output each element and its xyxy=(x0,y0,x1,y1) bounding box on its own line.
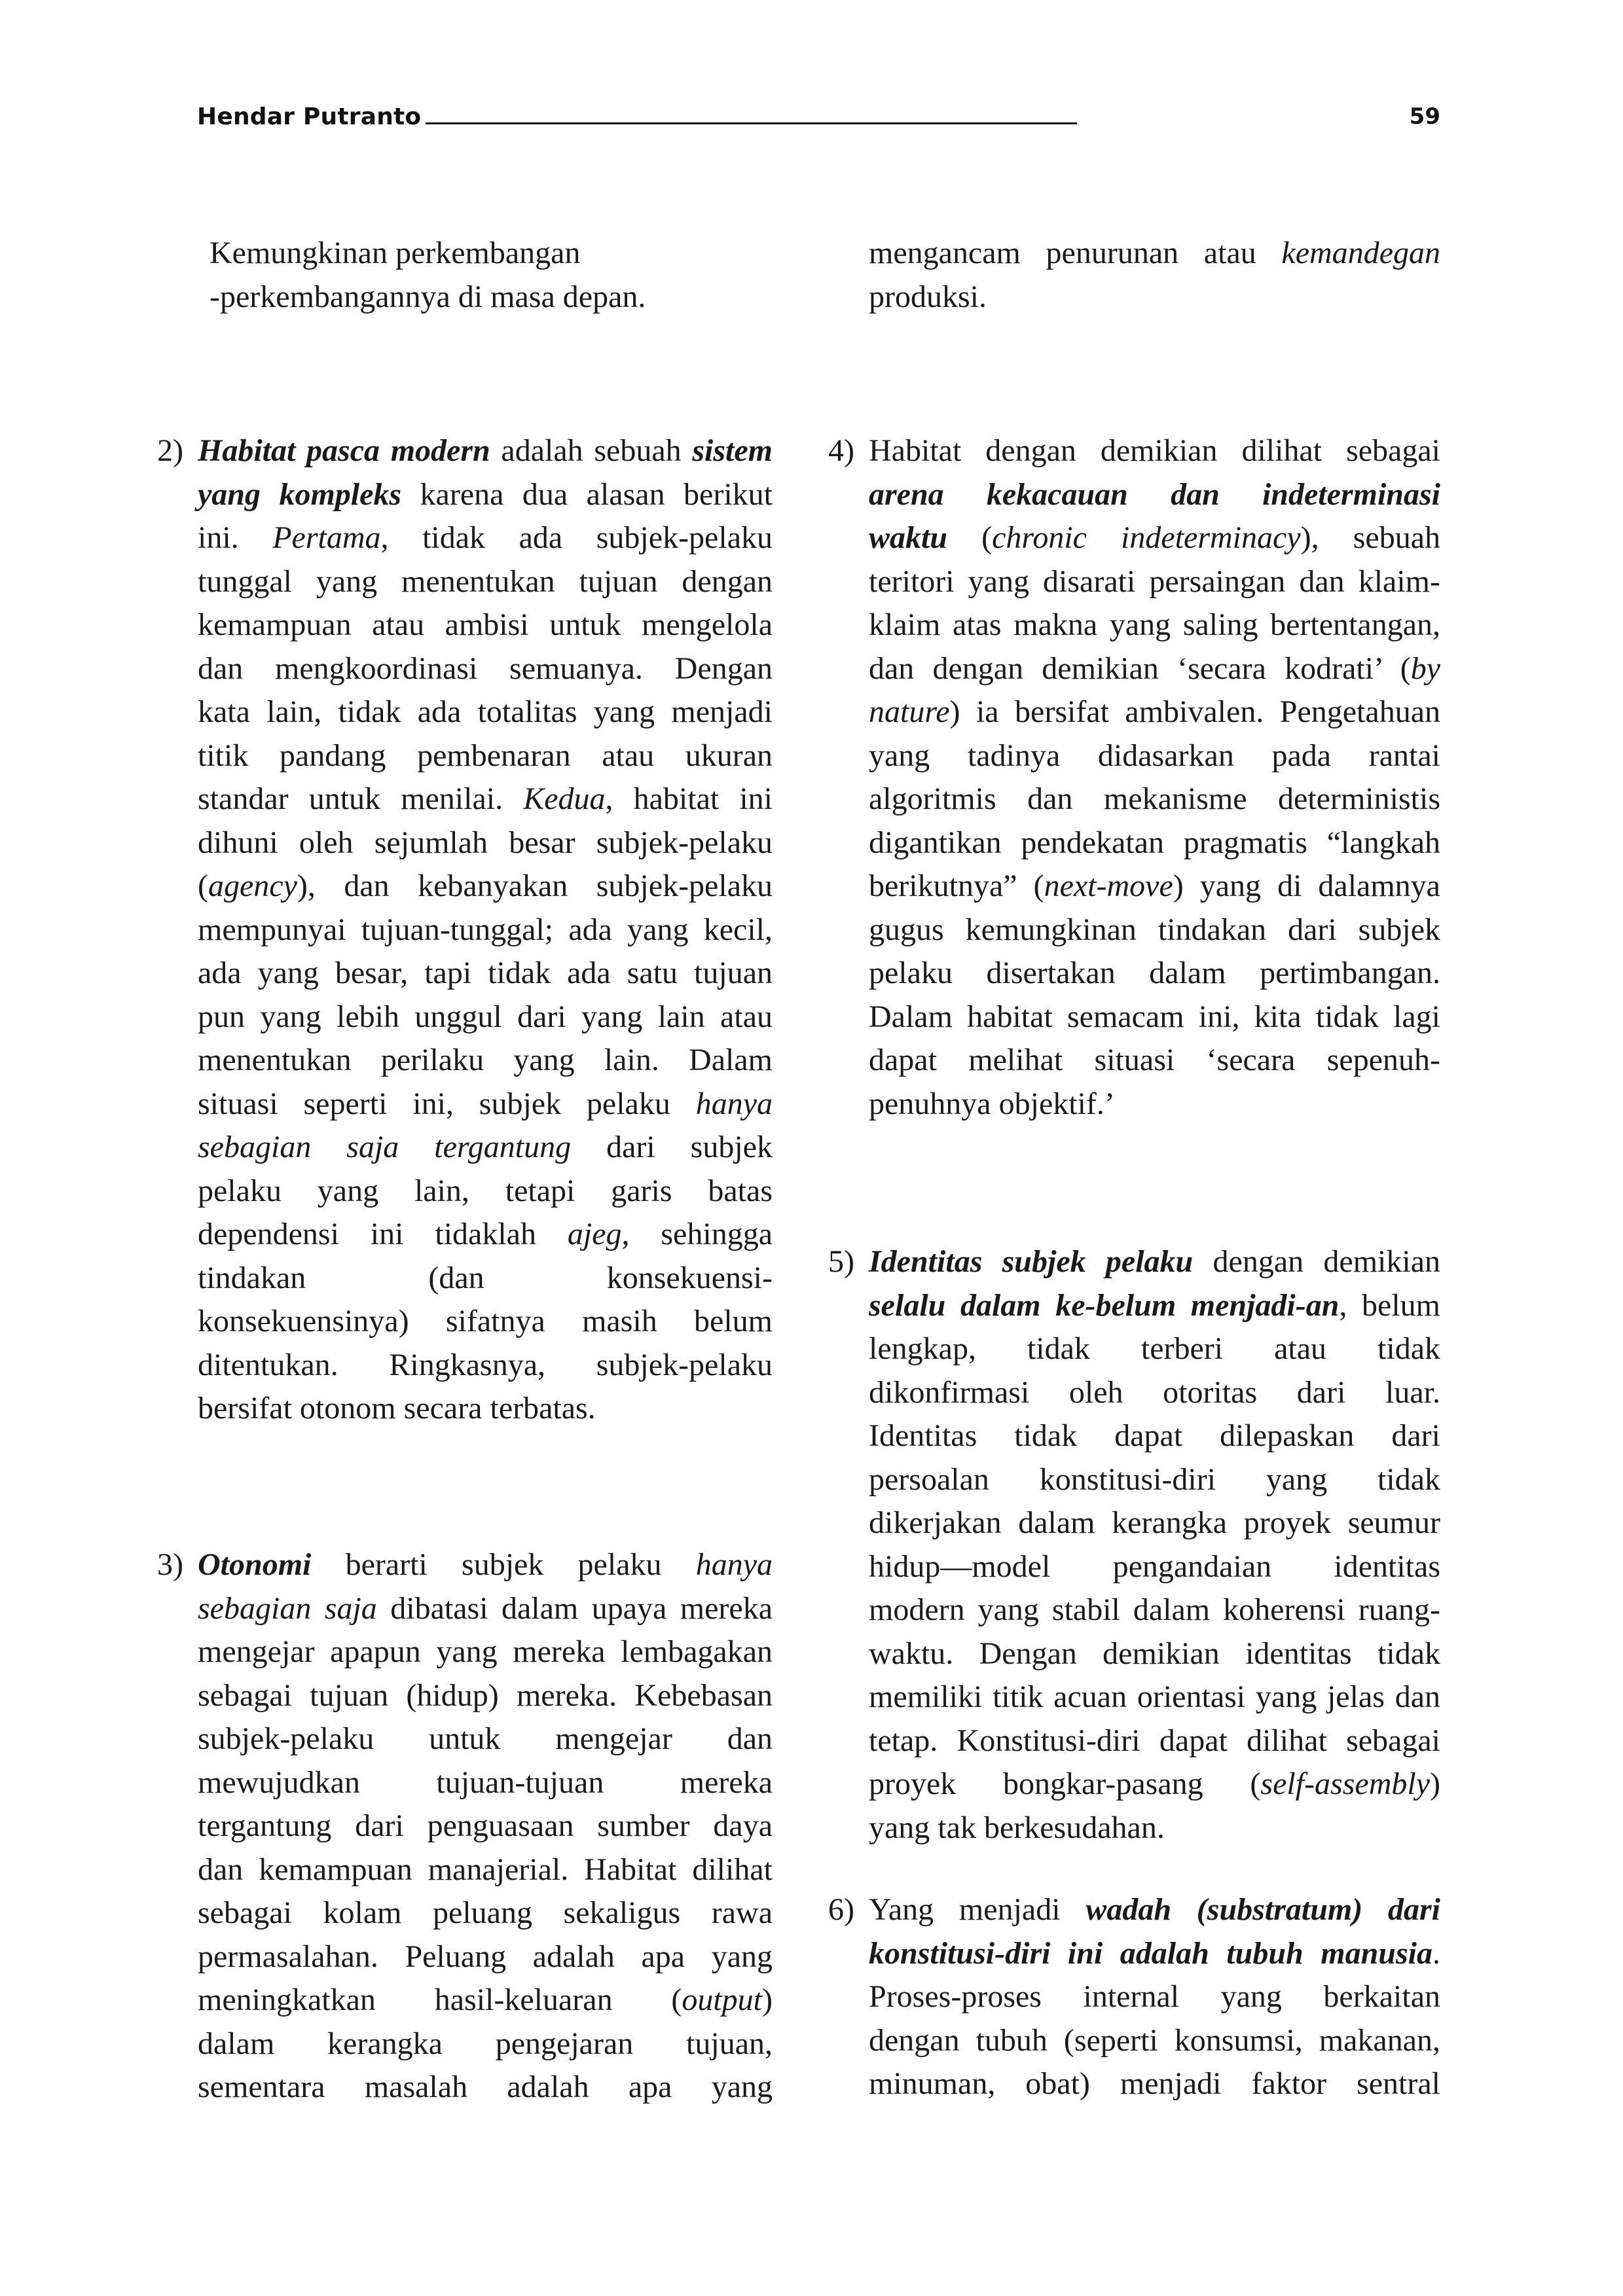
paragraph-line: Habitat dengan demikian dilihat sebagai xyxy=(869,433,1440,468)
paragraph-line: produksi. xyxy=(869,279,987,314)
paragraph-line: kata lain, tidak ada totalitas yang menjadi xyxy=(198,694,773,729)
paragraph-line: tergantung dari penguasaan sumber daya xyxy=(198,1808,773,1843)
paragraph-line: bersifat otonom secara terbatas. xyxy=(198,1391,596,1426)
paragraph-line: Identitas subjek pelaku dengan demikian xyxy=(869,1244,1440,1279)
paragraph-line: ada yang besar, tapi tidak ada satu tujuan xyxy=(198,956,773,990)
page-number: 59 xyxy=(1409,103,1440,130)
paragraph-line: mengancam penurunan atau kemandegan xyxy=(869,236,1440,270)
paragraph-line: algoritmis dan mekanisme deterministis xyxy=(869,781,1440,816)
paragraph-line: dikerjakan dalam kerangka proyek seumur xyxy=(869,1505,1440,1540)
paragraph-line: -perkembangannya di masa depan. xyxy=(210,279,646,314)
paragraph-line: persoalan konstitusi-diri yang tidak xyxy=(869,1462,1440,1497)
paragraph-line: minuman, obat) menjadi faktor sentral xyxy=(869,2066,1440,2101)
paragraph-line: dan dengan demikian ‘secara kodrati’ (by xyxy=(869,651,1440,686)
paragraph-line: proyek bongkar-pasang (self-assembly) xyxy=(869,1767,1440,1801)
paragraph-line: pelaku disertakan dalam pertimbangan. xyxy=(869,956,1440,990)
paragraph-line: sebagian saja dibatasi dalam upaya mereka xyxy=(198,1590,773,1626)
paragraph-line: waktu (chronic indeterminacy), sebuah xyxy=(869,520,1441,555)
paragraph-line: mempunyai tujuan-tunggal; ada yang kecil, xyxy=(198,912,773,947)
paragraph-line: pun yang lebih unggul dari yang lain atau xyxy=(198,999,773,1034)
list-item-2 xyxy=(157,429,773,1437)
list-number: 3) xyxy=(157,1547,183,1582)
paragraph-line: dependensi ini tidaklah ajeg, sehingga xyxy=(198,1217,773,1251)
paragraph-line: titik pandang pembenaran atau ukuran xyxy=(198,738,773,773)
paragraph-line: dan mengkoordinasi semuanya. Dengan xyxy=(198,651,773,686)
paragraph-line: dan kemampuan manajerial. Habitat dilihat xyxy=(198,1852,773,1887)
paragraph-line: Dalam habitat semacam ini, kita tidak lagi xyxy=(869,999,1440,1034)
paragraph-line: sebagai kolam peluang sekaligus rawa xyxy=(198,1895,773,1930)
paragraph-line: gugus kemungkinan tindakan dari subjek xyxy=(869,912,1440,947)
paragraph-line: dikonfirmasi oleh otoritas dari luar. xyxy=(869,1374,1440,1410)
paragraph-line: Yang menjadi wadah (substratum) dari xyxy=(869,1892,1440,1927)
paragraph-line: tetap. Konstitusi-diri dapat dilihat sebagai xyxy=(869,1723,1440,1758)
paragraph-line: arena kekacauan dan indeterminasi xyxy=(869,476,1440,512)
paragraph-line: yang kompleks karena dua alasan berikut xyxy=(198,476,773,512)
paragraph-line: nature) ia bersifat ambivalen. Pengetahuan xyxy=(869,694,1440,729)
list-item-5 xyxy=(828,1240,1440,1862)
paragraph-line: sebagian saja tergantung dari subjek xyxy=(198,1130,773,1164)
paragraph-line: subjek-pelaku untuk mengejar dan xyxy=(198,1721,773,1756)
paragraph-line: dihuni oleh sejumlah besar subjek-pelaku xyxy=(198,825,773,860)
list-item-6 xyxy=(828,1888,1440,2124)
paragraph-line: modern yang stabil dalam koherensi ruang- xyxy=(869,1592,1440,1627)
paragraph-line: berikutnya” (next-move) yang di dalamnya xyxy=(869,869,1440,903)
left-top-continuation xyxy=(210,232,668,319)
paragraph-line: Proses-proses internal yang berkaitan xyxy=(869,1979,1440,2014)
paragraph-line: konsekuensinya) sifatnya masih belum xyxy=(198,1304,773,1338)
paragraph-line: Habitat pasca modern adalah sebuah sistem xyxy=(198,433,773,468)
paragraph-line: penuhnya objektif.’ xyxy=(869,1086,1115,1121)
paragraph-line: digantikan pendekatan pragmatis “langkah xyxy=(869,825,1440,860)
list-number: 4) xyxy=(828,433,854,468)
paragraph-line: dengan tubuh (seperti konsumsi, makanan, xyxy=(869,2022,1440,2058)
running-header-author: Hendar Putranto xyxy=(197,103,422,130)
list-number: 6) xyxy=(828,1892,854,1927)
paragraph-line: konstitusi-diri ini adalah tubuh manusia. xyxy=(869,1935,1440,1971)
right-top-continuation xyxy=(869,232,1440,319)
paragraph-line: mewujudkan tujuan-tujuan mereka xyxy=(198,1765,773,1800)
paragraph-line: Identitas tidak dapat dilepaskan dari xyxy=(869,1418,1440,1453)
paragraph-line: situasi seperti ini, subjek pelaku hanya xyxy=(198,1086,773,1121)
paragraph-line: standar untuk menilai. Kedua, habitat ini xyxy=(198,781,773,816)
paragraph-line: ini. Pertama, tidak ada subjek-pelaku xyxy=(198,520,773,555)
paragraph-line: menentukan perilaku yang lain. Dalam xyxy=(198,1043,773,1077)
paragraph-line: yang tak berkesudahan. xyxy=(869,1810,1165,1845)
paragraph-line: sementara masalah adalah apa yang xyxy=(198,2070,773,2104)
list-number: 5) xyxy=(828,1244,854,1279)
paragraph-line: selalu dalam ke-belum menjadi-an, belum xyxy=(869,1287,1440,1323)
paragraph-line: permasalahan. Peluang adalah apa yang xyxy=(198,1939,773,1974)
paragraph-line: ditentukan. Ringkasnya, subjek-pelaku xyxy=(198,1347,773,1382)
paragraph-line: teritori yang disarati persaingan dan klaim- xyxy=(869,564,1440,599)
header-rule xyxy=(426,122,1077,124)
paragraph-line: waktu. Dengan demikian identitas tidak xyxy=(869,1636,1440,1671)
paragraph-line: Otonomi berarti subjek pelaku hanya xyxy=(198,1547,773,1582)
paragraph-line: hidup—model pengandaian identitas xyxy=(869,1549,1440,1584)
paragraph-line: dapat melihat situasi ‘secara sepenuh- xyxy=(869,1043,1440,1077)
paragraph-line: mengejar apapun yang mereka lembagakan xyxy=(198,1634,773,1669)
list-number: 2) xyxy=(157,433,183,468)
list-item-4 xyxy=(828,429,1440,1136)
paragraph-line: pelaku yang lain, tetapi garis batas xyxy=(198,1173,773,1208)
paragraph-line: (agency), dan kebanyakan subjek-pelaku xyxy=(198,869,773,903)
paragraph-line: tindakan (dan konsekuensi- xyxy=(198,1260,773,1295)
paragraph-line: sebagai tujuan (hidup) mereka. Kebebasan xyxy=(198,1677,773,1713)
paragraph-line: dalam kerangka pengejaran tujuan, xyxy=(198,2026,773,2061)
paragraph-line: memiliki titik acuan orientasi yang jelas dan xyxy=(869,1679,1440,1714)
paragraph-line: lengkap, tidak terberi atau tidak xyxy=(869,1331,1440,1366)
paragraph-line: klaim atas makna yang saling bertentangan, xyxy=(869,607,1440,642)
paragraph-line: yang tadinya didasarkan pada rantai xyxy=(869,738,1440,773)
paragraph-line: tunggal yang menentukan tujuan dengan xyxy=(198,564,773,599)
paragraph-line: meningkatkan hasil-keluaran (output) xyxy=(198,1982,773,2017)
list-item-3 xyxy=(157,1543,773,2132)
paragraph-line: kemampuan atau ambisi untuk mengelola xyxy=(198,607,773,642)
paragraph-line: Kemungkinan perkembangan xyxy=(210,236,581,270)
